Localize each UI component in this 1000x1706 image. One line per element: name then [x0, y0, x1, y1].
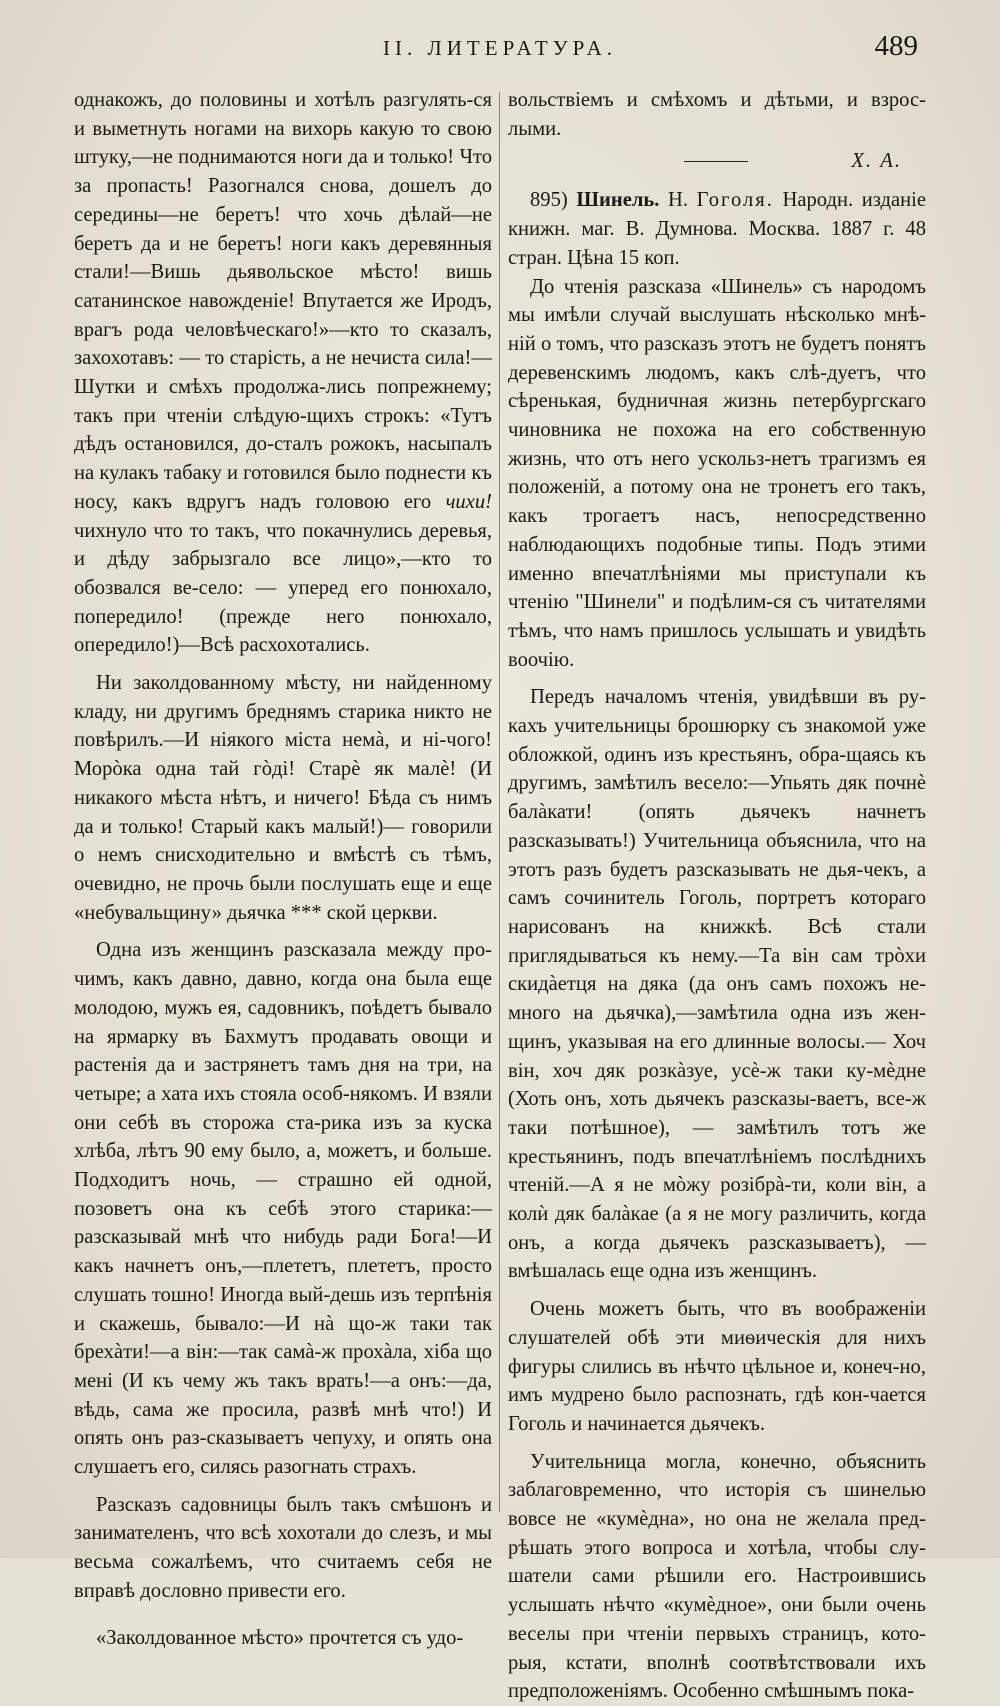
- paragraph-text: чихнуло что то такъ, что покачнулись деревья, и дѣду забрызгало все лицо»,—кто то обозвался ве-село: — уперед его понюхало, попередило! (прежде него понюхало, опередило!)—Всѣ расхохотались.: [74, 519, 492, 657]
- running-head: II. ЛИТЕРАТУРА.: [383, 36, 617, 60]
- paragraph: Учительница могла, конечно, объяснить заблаговременно, что исторія съ шинелью вовсе не «кумèдна», но она не желала пред-рѣшать этого вопроса и хотѣла, чтобы слу-шатели сами рѣшили его. Настроившись услышать нѣчто «кумèдное», они были очень веселы при чтеніи первыхъ страницъ, кото-рыя, кстати, вполнѣ соотвѣтствовали ихъ предположеніямъ. Особенно смѣшнымъ пока-: [508, 1450, 926, 1703]
- signature-row: [508, 147, 926, 177]
- page-number: 489: [874, 30, 918, 62]
- bibliographic-entry: [508, 186, 926, 272]
- paragraph: До чтенія разсказа «Шинель» съ народомъ мы имѣли случай выслушать нѣсколько мнѣ-ній о томъ, что разсказъ этотъ не будетъ понятъ деревенскимъ людомъ, какъ слѣ-дуетъ, что сѣренькая, будничная жизнь петербургскаго чиновника не похожа на его собственную жизнь, что отъ него ускольз-нетъ трагизмъ ея положеній, а потому она не тронетъ его такъ, какъ трогаетъ насъ, непосредственно наблюдающихъ подобные типы. Подъ этими именно впечатлѣніями мы приступали къ чтенію "Шинели" и подѣлим-ся съ читателями тѣмъ, что намъ пришлось услышать и увидѣть воочію.: [508, 275, 926, 671]
- column-divider: [499, 92, 500, 1512]
- paragraph: Разсказъ садовницы былъ такъ смѣшонъ и занимателенъ, что всѣ хохотали до слезъ, и мы весьма сожалѣемъ, что считаемъ себя не вправѣ дословно привести его.: [74, 1493, 492, 1602]
- paragraph: Одна изъ женщинъ разсказала между про-чимъ, какъ давно, давно, когда она была еще молодою, мужъ ея, садовникъ, поѣдетъ бывало на ярмарку въ Бахмутъ продавать овощи и растенія да и застрянетъ тамъ дня на три, на четыре; а хата ихъ стояла особ-някомъ. И взяли они себѣ въ сторожа ста-рика изъ за куска хлѣба, лѣтъ 90 ему было, а, можетъ, и больше. Подходитъ ночь, — страшно ей одной, позоветъ она къ себѣ этого старика:—разсказывай мнѣ что нибудь ради Бога!—И какъ начнетъ онъ,—плететъ, плететъ, просто слушать тошно! Иногда вый-дешь изъ терпѣнія и скажешь, бывало:—И нà що-ж таки так брехàти!—а він:—так самà-ж прохàла, хіба що мені (И къ чему жъ такъ врать!—а онъ:—да, вѣдь, сама же просила, развѣ мнѣ что!) И опять онъ раз-сказываетъ чепуху, и опять она слушаетъ его, силясь разогнать страхъ.: [74, 939, 492, 1479]
- paragraph-continued: вольствіемъ и смѣхомъ и дѣтьми, и взрос-лыми.: [508, 89, 926, 140]
- left-column: [74, 86, 492, 1652]
- entry-initial: Н.: [668, 189, 689, 212]
- entry-details: Народн. изданіе книжн. маг. В. Думнова. Москва. 1887 г. 48 стран. Цѣна 15 коп.: [508, 189, 927, 269]
- entry-author: Гоголя.: [696, 189, 774, 212]
- entry-number: 895): [530, 189, 568, 212]
- entry-title: Шинель.: [576, 189, 660, 212]
- paragraph-continued: [74, 86, 492, 660]
- paragraph: Ни заколдованному мѣсту, ни найденному кладу, ни другимъ бреднямъ старика никто не повѣрилъ.—И ніякого міста немà, и ні-чого! Морòка одна тай гòді! Старè як малè! (И никакого мѣста нѣтъ, и ничего! Бѣда съ нимъ да и только! Старый какъ малый!)— говорили о немъ снисходительно и вмѣстѣ съ тѣмъ, очевидно, не прочь были послушать еще и еще «небувальщину» дьячка *** ской церкви.: [74, 672, 492, 924]
- right-column: [508, 86, 926, 1706]
- italic-word: чихи!: [445, 490, 492, 513]
- paragraph-text: однакожъ, до половины и хотѣлъ разгулять-ся и выметнуть ногами на вихорь какую то свою штуку,—не поднимаются ноги да и только! Что за пропасть! Разогнался снова, дошелъ до середины—не беретъ! что хочь дѣлай—не беретъ да и не беретъ! ноги какъ деревянныя стали!—Вишь дьявольское мѣсто! вишь сатанинское навожденіе! Впутается же Иродъ, врагъ рода человѣческаго!»—кто то сказалъ, захохотавъ: — то старість, а не нечиста сила!—Шутки и смѣхъ продолжа-лись попрежнему; такъ при чтеніи слѣдую-щихъ строкъ: «Тутъ дѣдъ остановился, до-сталъ рожокъ, насыпалъ на кулакъ табаку и готовился было поднести къ носу, какъ вдругъ надъ головою его: [74, 89, 492, 513]
- paragraph: «Заколдованное мѣсто» прочтется съ удо-: [96, 1626, 464, 1649]
- paragraph: Очень можетъ быть, что въ воображеніи слушателей обѣ эти миѳическія для нихъ фигуры слились въ нѣчто цѣльное и, конеч-но, имъ мудрено было распознать, гдѣ кон-чается Гоголь и начинается дьячекъ.: [508, 1298, 926, 1435]
- author-signature: Х. А.: [851, 150, 902, 173]
- paragraph: Передъ началомъ чтенія, увидѣвши въ ру-кахъ учительницы брошюрку съ знакомой уже обложкой, одинъ изъ крестьянъ, обра-щаясь къ другимъ, замѣтилъ весело:—Упьять дяк почнè балàкати! (опять дьячекъ начнетъ разсказывать!) Учительница объяснила, что на этотъ разъ будетъ разсказывать не дья-чекъ, а самъ сочинитель Гоголь, портретъ котораго нарисованъ на книжкѣ. Всѣ стали приглядываться къ нему.—Та він сам трòхи скидàетця на дяка (да онъ самъ похожъ не-много на дьячка),—замѣтила одна изъ жен-щинъ, указывая на его длинные волосы.— Хоч він, хоч дяк розкàзуе, усè-ж таки ку-мèдне (Хоть онъ, хоть дьячекъ разсказы-ваетъ, все-ж таки потѣшное), — замѣтилъ тотъ же крестьянинъ, подъ впечатлѣніемъ послѣднихъ чтеній.—А я не мòжу розібрà-ти, коли він, а колѝ дяк балàкае (а я не могу различить, когда онъ, а когда дьячекъ разсказываетъ), — вмѣшалась еще одна изъ женщинъ.: [508, 686, 926, 1283]
- separator-rule: [684, 161, 748, 162]
- page-header: [60, 30, 940, 70]
